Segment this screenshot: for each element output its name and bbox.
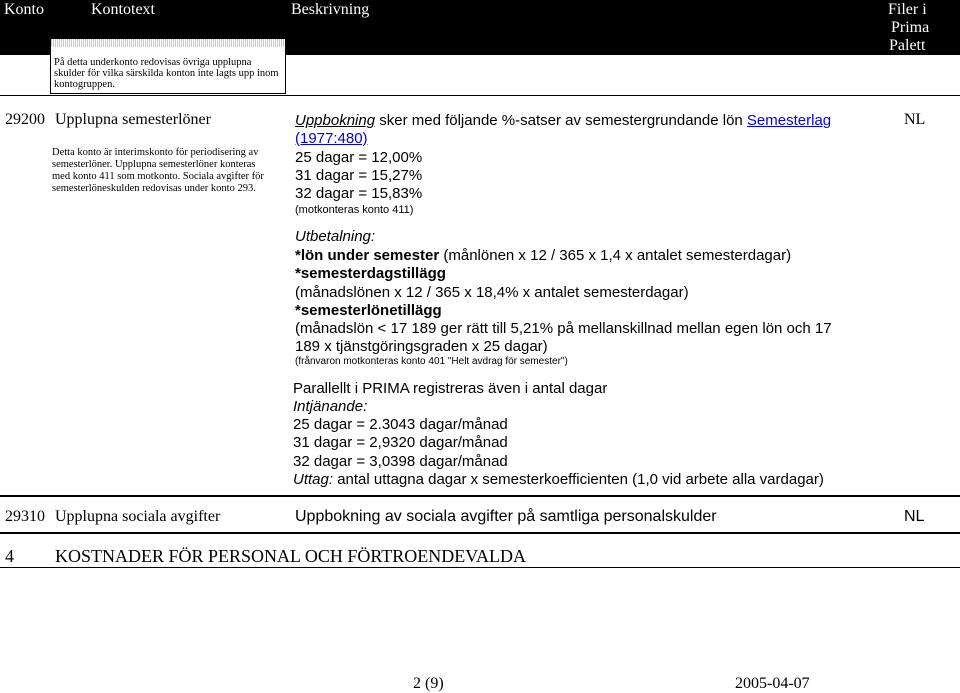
divider-line: [0, 567, 960, 568]
uppbokning-line: [295, 111, 831, 130]
section-number: 4: [5, 546, 14, 566]
section-title: KOSTNADER FÖR PERSONAL OCH FÖRTROENDEVALDA: [55, 546, 526, 566]
lon-under-semester-bold: *lön under semester: [295, 247, 440, 264]
divider-line: [0, 495, 960, 497]
account-side-note-29200: Detta konto är interimskonto för periodisering av semesterlöner. Upplupna semesterlöner konteras med konto 411 som motkonto. Sociala avgifter för semesterlöneskulden redovisas under konto 293.: [52, 147, 264, 194]
rate-25: 25 dagar = 12,00%: [295, 149, 423, 166]
uppbokning-text: sker med följande %-satser av semestergrundande lön: [375, 112, 747, 129]
lon-under-semester-line: [295, 246, 791, 265]
semesterlag-link-year[interactable]: (1977:480): [295, 130, 368, 147]
footer-date: 2005-04-07: [735, 675, 810, 692]
files-29200: NL: [904, 111, 926, 128]
motkonto-note: (motkonteras konto 411): [295, 204, 414, 216]
files-29310: NL: [904, 508, 925, 525]
intjanande-25: 25 dagar = 2.3043 dagar/månad: [293, 416, 508, 433]
semesterlonetillagg-formula-2: 189 x tjänstgöringsgraden x 25 dagar): [295, 338, 548, 355]
utbetalning-label: Utbetalning:: [295, 228, 376, 245]
account-name-29200: Upplupna semesterlöner: [55, 111, 211, 128]
account-name-29310: Upplupna sociala avgifter: [55, 508, 221, 525]
intjanande-31: 31 dagar = 2,9320 dagar/månad: [293, 434, 508, 451]
header-filer-line3: Palett: [889, 37, 926, 54]
header-kontotext: Kontotext: [91, 1, 155, 18]
header-filer-line2: Prima: [891, 19, 930, 36]
header-konto: Konto: [4, 1, 44, 18]
header-beskrivning: Beskrivning: [291, 1, 370, 18]
note-box-hatch: [51, 39, 285, 47]
uttag-text: antal uttagna dagar x semesterkoefficienten (1,0 vid arbete alla vardagar): [333, 471, 824, 488]
franvaron-note: (frånvaron motkonteras konto 401 "Helt avdrag för semester"): [295, 356, 568, 367]
divider-line: [0, 532, 960, 534]
semesterlag-link[interactable]: Semesterlag: [746, 112, 832, 129]
rate-31: 31 dagar = 15,27%: [295, 167, 423, 184]
note-box-text: På detta underkonto redovisas övriga upplupna skulder för vilka särskilda konton inte lagts upp inom kontogruppen.: [54, 57, 279, 90]
intjanande-32: 32 dagar = 3,0398 dagar/månad: [293, 453, 508, 470]
semesterdagstillagg-bold: *semesterdagstillägg: [295, 265, 446, 282]
note-box: [50, 38, 286, 94]
semesterlonetillagg-bold: *semesterlönetillägg: [295, 302, 442, 319]
uppbokning-label: Uppbokning: [295, 112, 376, 129]
rate-32: 32 dagar = 15,83%: [295, 185, 423, 202]
semesterlonetillagg-formula-1: (månadslön < 17 189 ger rätt till 5,21% på mellanskillnad mellan egen lön och 17: [295, 320, 832, 337]
uttag-label: Uttag:: [293, 471, 334, 488]
uttag-line: [293, 470, 824, 489]
intjanande-label: Intjänande:: [293, 398, 368, 415]
header-filer-line1: Filer i: [888, 1, 927, 18]
semesterdagstillagg-formula: (månadslönen x 12 / 365 x 18,4% x antalet semesterdagar): [295, 284, 689, 301]
parallellt-text: Parallellt i PRIMA registreras även i antal dagar: [293, 380, 608, 397]
lon-under-semester-text: (månlönen x 12 / 365 x 1,4 x antalet semesterdagar): [439, 247, 792, 264]
account-number-29310: 29310: [5, 508, 45, 525]
desc-29310: Uppbokning av sociala avgifter på samtliga personalskulder: [295, 508, 717, 525]
account-number-29200: 29200: [5, 111, 45, 128]
page-number: 2 (9): [413, 675, 444, 692]
divider-line: [0, 95, 960, 96]
